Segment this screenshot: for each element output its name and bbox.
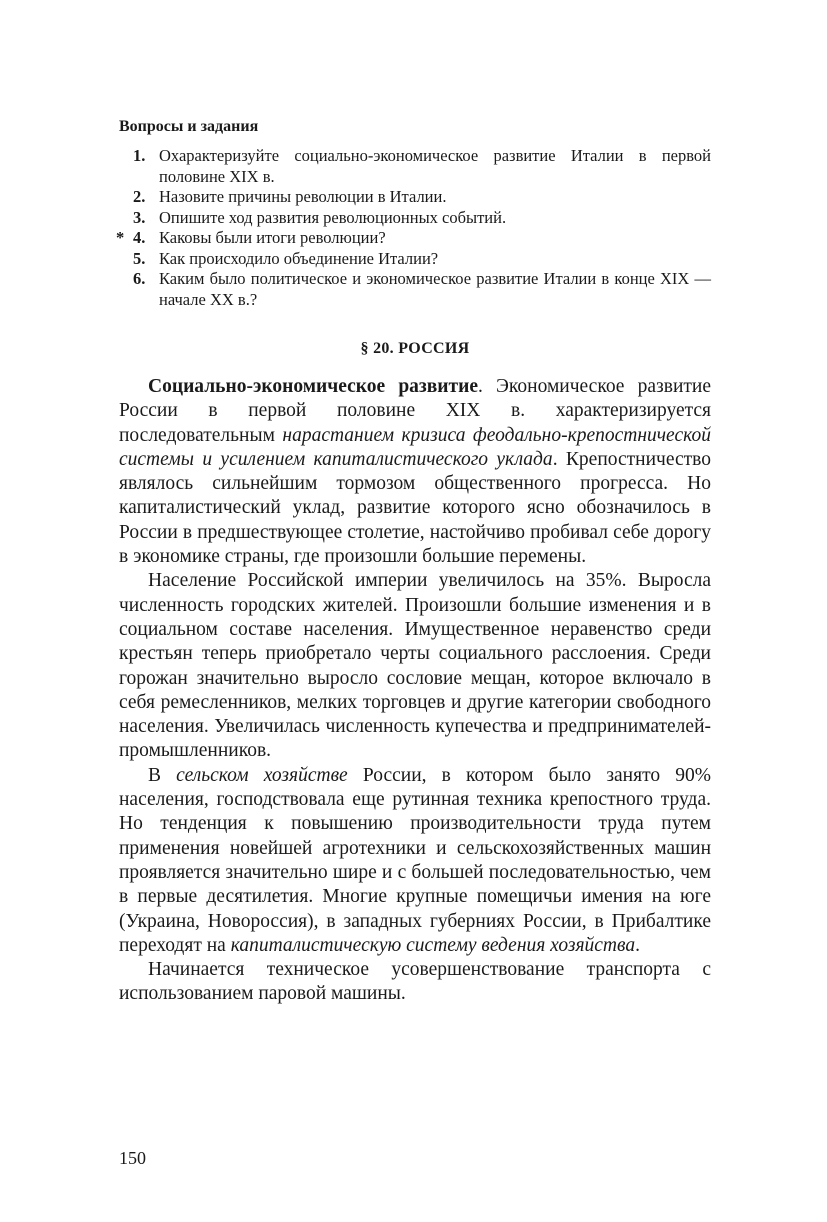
- paragraph: [119, 764, 711, 958]
- emphasis-text: нарастанием кризиса феодально-крепостнической системы и усилением капиталистического уклада: [119, 424, 711, 470]
- question-number: 4.: [133, 228, 146, 247]
- question-text: Назовите причины революции в Италии.: [159, 187, 447, 206]
- question-marker: *: [116, 228, 125, 247]
- question-text: Каковы были итоги революции?: [159, 228, 386, 247]
- emphasis-text: сельском хозяйстве: [176, 764, 348, 786]
- paragraph: Население Российской империи увеличилось на 35%. Выросла численность городских жителей. Произошли большие изменения и в социальном составе населения. Имущественное неравенство среди крестьян теперь приобретало черты социального расслоения. Среди горожан значительно выросло сословие мещан, которое включало в себя ремесленников, мелких торговцев и другие категории свободного населения. Увеличилась численность купечества и предпринимателей-промышленников.: [119, 570, 711, 762]
- page-number: 150: [119, 1148, 146, 1168]
- questions-heading: Вопросы и задания: [119, 118, 259, 135]
- question-item: [119, 146, 711, 187]
- paragraph: [119, 375, 711, 569]
- question-number: 5.: [133, 248, 146, 268]
- question-text: Как происходило объединение Италии?: [159, 248, 439, 268]
- paragraph-text: В: [148, 764, 177, 786]
- question-number: 2.: [133, 187, 146, 206]
- paragraph: Начинается техническое усовершенствование транспорта с использованием паровой машины.: [119, 959, 711, 1005]
- question-number: 1.: [133, 146, 146, 165]
- paragraph-text: России, в котором было занято 90% населения, господствовала еще рутинная техника крепостного труда. Но тенденция к повышению производительности труда путем применения новейшей агротехники и сельскохозяйственных машин проявляется значительно шире и с большей последовательностью, чем в первые десятилетия. Многие крупные помещичьи имения на юге (Украина, Новороссия), в западных губерниях России, в Прибалтике переходят на: [119, 764, 711, 956]
- question-item: [116, 228, 711, 249]
- section-body: [119, 375, 711, 1007]
- question-text: Каким было политическое и экономическое развитие Италии в конце XIX — начале XX в.?: [159, 269, 711, 309]
- question-number: 3.: [133, 207, 146, 227]
- question-number: 6.: [133, 269, 146, 288]
- question-text: Охарактеризуйте социально-экономическое развитие Италии в первой половине XIX в.: [159, 146, 711, 186]
- question-text: Опишите ход развития революционных событий.: [159, 207, 507, 227]
- question-item: [119, 208, 711, 229]
- paragraph-heading: Социально-экономическое развитие: [148, 376, 478, 397]
- question-item: [119, 269, 711, 310]
- question-item: [119, 249, 711, 270]
- paragraph-text: . Экономическое развитие России в первой половине XIX в. характеризируется последовательным: [119, 376, 711, 446]
- emphasis-text: капиталистическую систему ведения хозяйства: [230, 934, 636, 956]
- paragraph-text: .: [635, 934, 640, 956]
- section-title: § 20. РОССИЯ: [360, 340, 470, 357]
- questions-list: [116, 146, 711, 310]
- paragraph-text: . Крепостничество являлось сильнейшим тормозом общественного прогресса. Но капиталистический уклад, развитие которого ясно обозначилось в России в предшествующее столетие, настойчиво пробивал себе дорогу в экономике страны, где произошли большие перемены.: [119, 448, 711, 568]
- question-item: [119, 187, 711, 208]
